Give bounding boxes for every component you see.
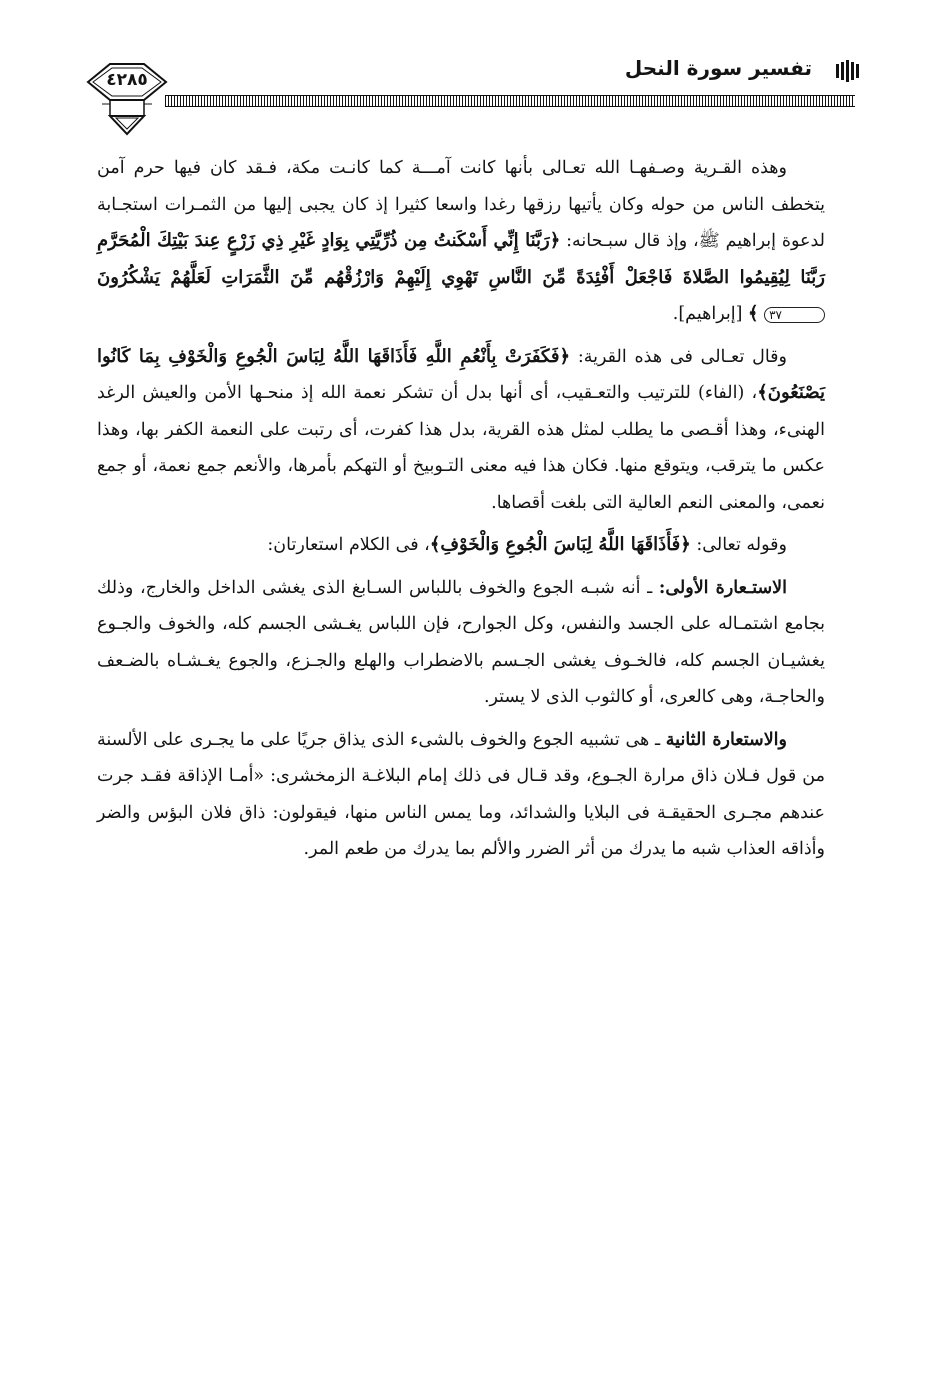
paragraph-4-text: ـ أنه شبـه الجوع والخوف باللباس السـابغ الذى يغشى الداخل والخارج، وذلك بجامع اشتمـاله على الجسد والنفس، وكل الجوارح، فإن اللباس يغـشى الجسم كله، والخوف والجـوع يغشيـان الجسم كله، فالخـوف يغشى الجـسم بالاضطراب والهلع والجـزع، والجوع يغـشـاه بالضـعف والحاجـة، وهى كالعرى، أو كالثوب الذى لا يستر.: [97, 577, 825, 707]
page-number-badge: [80, 44, 174, 144]
verse-number: ٣٧: [764, 307, 825, 323]
second-metaphor-heading: والاستعارة الثانية: [665, 729, 787, 750]
paragraph-2-text: ، (الفاء) للترتيب والتعـقيب، أى أنها بدل أن تشكر نعمة الله إذ منحـها الأمن والعيش الرغد الهنىء، وهذا أقـصى ما يطلب لمثل هذه القرية، بدل هذا كفرت، أى رتبت على النعمة الكفر بها، وهذا عكس ما يترقب، ويتوقع منها. فكان هذا فيه معنى التـوبيخ أو التهكم بأمرها، والأنعم جمع نعمة، أو جمع نعمى، والمعنى النعم العالية التى بلغت أقصاها.: [97, 383, 825, 513]
page-content: [97, 150, 825, 868]
header-rule-divider: [165, 95, 855, 107]
paragraph-1-text: وهذه القـرية وصـفهـا الله تعـالى بأنها كانت آمـــة كما كانـت مكة، فـقد كان فيها حرم آمن يتخطف الناس من حوله وكان يأتيها رزقها رغدا واسعا كثيرا إذ كان يجبى إليها من الثمـرات استجـابة لدعوة إبراهيم ﷺ، وإذ قال سبـحانه:: [97, 158, 825, 251]
ornament-icon: [834, 60, 860, 82]
verse-close-bracket: ﴾: [747, 303, 759, 324]
running-title: تفسير سورة النحل: [624, 56, 812, 80]
paragraph-2-intro: وقال تعـالى فى هذه القرية:: [570, 346, 787, 367]
page-header: [70, 40, 860, 140]
paragraph-4: [97, 570, 825, 716]
quran-verse-ibrahim-37: ﴿رَبَّنَا إِنِّي أَسْكَنتُ مِن ذُرِّيَّتِي بِوَادٍ غَيْرِ ذِي زَرْعٍ عِندَ بَيْتِكَ الْمُحَرَّمِ رَبَّنَا لِيُقِيمُوا الصَّلاةَ فَاجْعَلْ أَفْئِدَةً مِّنَ النَّاسِ تَهْوِي إِلَيْهِمْ وَارْزُقْهُم مِّنَ الثَّمَرَاتِ لَعَلَّهُمْ يَشْكُرُونَ: [97, 230, 825, 288]
page-number: ٤٢٨٥: [106, 70, 148, 90]
badge-frame-icon: [80, 44, 174, 144]
paragraph-3: [97, 527, 825, 564]
paragraph-5: [97, 722, 825, 868]
quran-verse-excerpt: ﴿فَأَذَاقَهَا اللَّهُ لِبَاسَ الْجُوعِ وَالْخَوْفِ﴾: [429, 534, 691, 555]
surah-reference: [إبراهيم].: [672, 304, 743, 324]
quran-verse-nahl-112: ﴿فَكَفَرَتْ بِأَنْعُمِ اللَّهِ فَأَذَاقَهَا اللَّهُ لِبَاسَ الْجُوعِ وَالْخَوْفِ بِمَا كَانُوا يَصْنَعُونَ﴾: [97, 345, 825, 403]
first-metaphor-heading: الاستـعارة الأولى:: [658, 577, 787, 598]
paragraph-1: [97, 150, 825, 333]
paragraph-2: [97, 339, 825, 522]
paragraph-5-text: ـ هى تشبيه الجوع والخوف بالشىء الذى يذاق جريًا على ما يجـرى على الألسنة من قول فـلان ذاق مرارة الجـوع، وقد قـال فى ذلك إمام البلاغـة الزمخشرى: «أمـا الإذاقة فقـد جرت عندهم مجـرى الحقيقـة فى البلايا والشدائد، وما يمس الناس منها، فيقولون: ذاق فلان البؤس والضر وأذاقه العذاب شبه ما يدرك من أثر الضرر والألم بما يدرك من طعم المر.: [97, 729, 825, 859]
paragraph-3-intro: وقوله تعالى:: [690, 535, 787, 555]
paragraph-3-text: ، فى الكلام استعارتان:: [267, 535, 430, 555]
